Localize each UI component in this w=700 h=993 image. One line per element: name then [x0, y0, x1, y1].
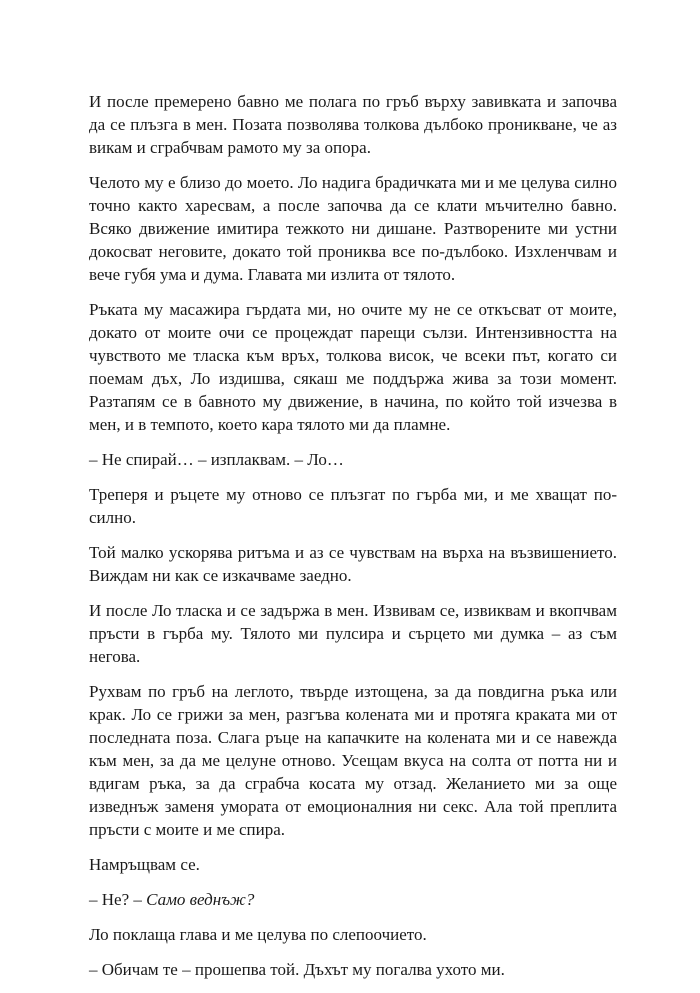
paragraph-7: И после Ло тласка и се задържа в мен. Извивам се, извиквам и вкопчвам пръсти в гърба му. Тялото ми пулсира и сърцето ми думка – аз съм негова.: [89, 601, 617, 666]
paragraph-9: Намръщвам се.: [89, 855, 200, 874]
paragraph-dialog-love: – Обичам те – прошепва той. Дъхът му погалва ухото ми.: [89, 960, 505, 979]
dialog-no-plain: – Не? –: [89, 890, 147, 909]
paragraph-8: Рухвам по гръб на леглото, твърде изтощена, за да повдигна ръка или крак. Ло се грижи за мен, разгъва колената ми и протяга краката ми от последната поза. Слага ръце на капачките на колената ми и се навежда към мен, за да ме целуне отново. Усещам вкуса на солта от потта ни и вдигам ръка, за да сграбча косата му отзад. Желанието ми за още изведнъж заменя умората от емоционалния ни секс. Ала той преплита пръсти с моите и ме спира.: [89, 682, 617, 839]
paragraph-6: Той малко ускорява ритъма и аз се чувствам на върха на възвишението. Виждам ни как се изкачваме заедно.: [89, 543, 617, 585]
dialog-no-italic: Само веднъж?: [146, 890, 255, 909]
paragraph-dialog-dont-stop: – Не спирай… – изплаквам. – Ло…: [89, 450, 344, 469]
document-page: [89, 90, 617, 993]
paragraph-1: И после премерено бавно ме полага по гръб върху завивката и започва да се плъзга в мен. Позата позволява толкова дълбоко проникване, че аз викам и сграбчвам рамото му за опора.: [89, 92, 617, 157]
paragraph-dialog-no: [89, 888, 617, 911]
paragraph-5: Треперя и ръцете му отново се плъзгат по гърба ми, и ме хващат по-силно.: [89, 485, 617, 527]
paragraph-2: Челото му е близо до моето. Ло надига брадичката ми и ме целува силно точно както харесвам, а после започва да се клати мъчително бавно. Всяко движение имитира тежкото ни дишане. Разтворените ми устни докосват неговите, докато той прониква все по-дълбоко. Изхленчвам и вече губя ума и дума. Главата ми излита от тялото.: [89, 173, 617, 284]
paragraph-3: Ръката му масажира гърдата ми, но очите му не се откъсват от моите, докато от моите очи се процеждат парещи сълзи. Интензивността на чувството ме тласка към връх, толкова висок, че всеки път, когато си поемам дъх, Ло издишва, сякаш ме поддържа жива за този момент. Разтапям се в бавното му движение, в начина, по който той изчезва в мен, и в темпото, което кара тялото ми да пламне.: [89, 300, 617, 434]
paragraph-11: Ло поклаща глава и ме целува по слепоочието.: [89, 925, 427, 944]
